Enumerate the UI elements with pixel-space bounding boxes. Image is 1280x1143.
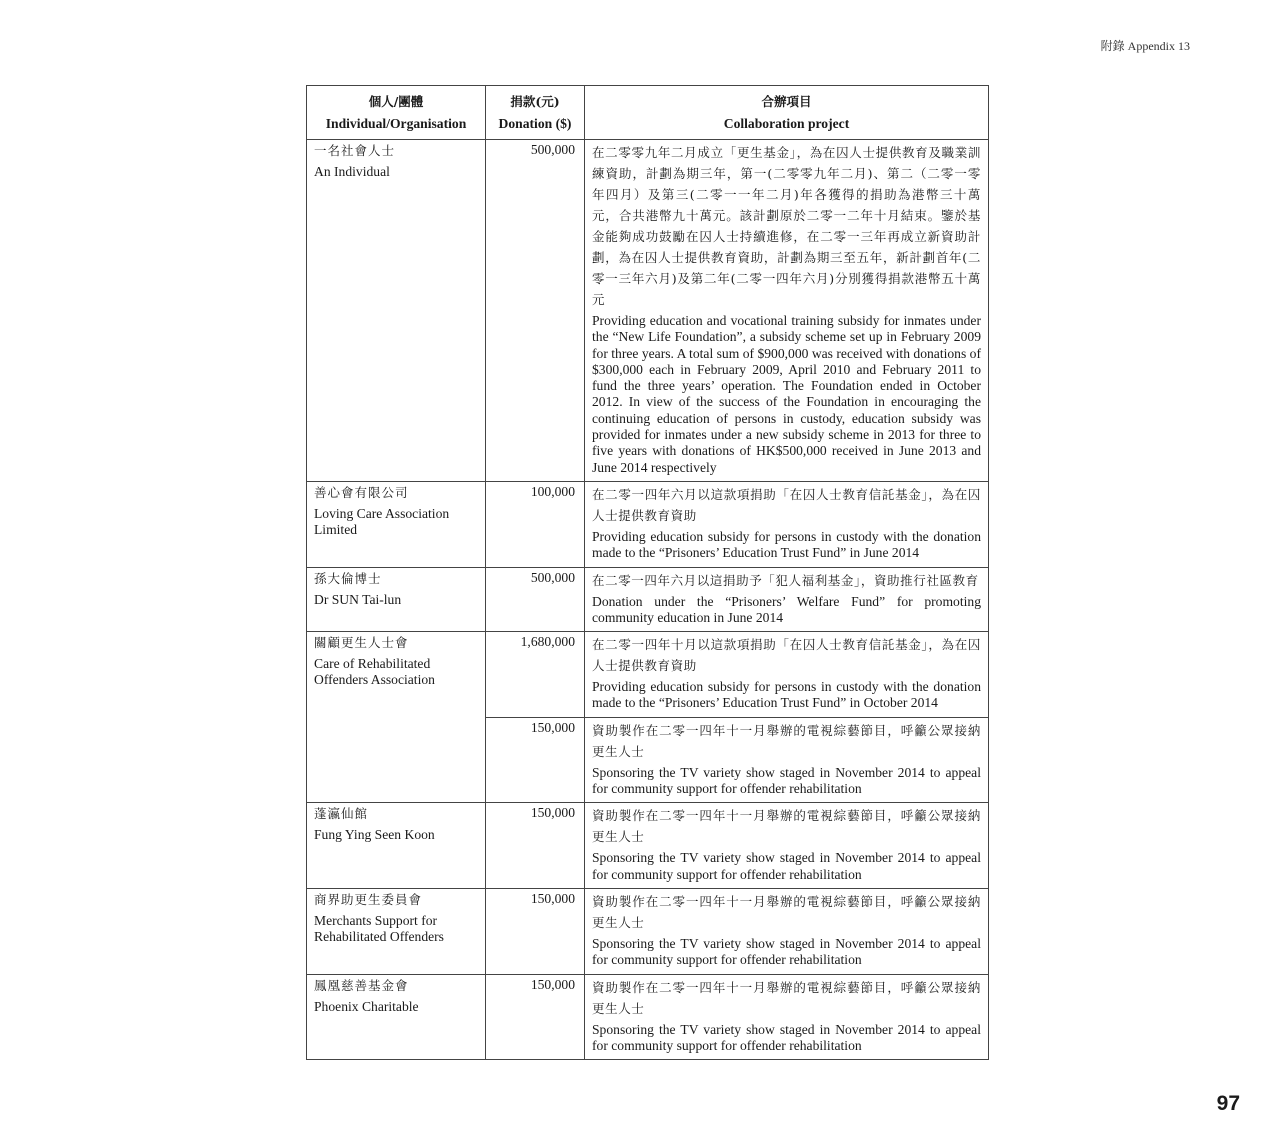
header-project [585, 86, 989, 140]
project-description-zh: 資助製作在二零一四年十一月舉辦的電視綜藝節目，呼籲公眾接納更生人士 [592, 722, 981, 759]
org-name-en: Phoenix Charitable [314, 998, 419, 1014]
header-organisation-zh: 個人/團體 [368, 94, 424, 109]
table-header-row [307, 86, 989, 140]
project-cell [585, 717, 989, 803]
donation-amount: 150,000 [486, 974, 585, 1060]
org-name-en: Fung Ying Seen Koon [314, 827, 435, 843]
project-description-en: Sponsoring the TV variety show staged in November 2014 to appeal for community support for offender rehabilitation [592, 764, 981, 797]
project-cell [585, 567, 989, 632]
org-name-en: An Individual [314, 164, 390, 179]
project-description-zh: 在二零一四年六月以這捐助予「犯人福利基金」，資助推行社區教育 [592, 572, 979, 588]
table-row [307, 567, 989, 632]
org-name-en: Loving Care Association Limited [314, 505, 450, 537]
org-name-zh: 孫大倫博士 [314, 570, 382, 586]
project-cell [585, 974, 989, 1060]
org-cell [307, 140, 486, 482]
header-project-zh: 合辦項目 [761, 94, 812, 109]
header-organisation [307, 86, 486, 140]
donation-amount: 1,680,000 [486, 632, 585, 718]
header-donation-zh: 捐款(元) [510, 94, 560, 109]
project-cell [585, 481, 989, 567]
project-description-zh: 在二零一四年六月以這款項捐助「在囚人士教育信託基金」，為在囚人士提供教育資助 [592, 486, 981, 523]
table-row [307, 974, 989, 1060]
donation-amount: 500,000 [486, 140, 585, 482]
project-description-en: Providing education and vocational training subsidy for inmates under the “New Life Foundation”, a subsidy scheme set up in February 2009 for three years. A total sum of $900,000 was received with donations of $300,000 each in February 2009, April 2010 and February 2011 to fund the three years’ operation. The Foundation ended in October 2012. In view of the success of the Foundation in encouraging the continuing education of persons in custody, education subsidy was provided for inmates under a new subsidy scheme in 2013 for three to five years with donations of HK$500,000 received in June 2013 and June 2014 respectively [592, 313, 981, 475]
project-description-en: Providing education subsidy for persons in custody with the donation made to the “Prisoners’ Education Trust Fund” in June 2014 [592, 528, 981, 561]
donation-amount: 500,000 [486, 567, 585, 632]
project-cell [585, 803, 989, 889]
donation-amount: 150,000 [486, 803, 585, 889]
org-cell [307, 632, 486, 803]
header-organisation-en: Individual/Organisation [325, 116, 467, 131]
org-name-en: Merchants Support for Rehabilitated Offenders [314, 912, 444, 944]
table-row [307, 803, 989, 889]
table-row [307, 632, 989, 718]
donation-amount: 150,000 [486, 717, 585, 803]
donations-table [306, 85, 989, 1060]
project-cell [585, 632, 989, 718]
header-project-en: Collaboration project [723, 116, 850, 131]
project-description-zh: 資助製作在二零一四年十一月舉辦的電視綜藝節目，呼籲公眾接納更生人士 [592, 893, 981, 930]
project-description-en: Sponsoring the TV variety show staged in November 2014 to appeal for community support for offender rehabilitation [592, 850, 981, 882]
page-number: 97 [1216, 1092, 1240, 1115]
table-row [307, 481, 989, 567]
donation-amount: 100,000 [486, 481, 585, 567]
project-description-en: Donation under the “Prisoners’ Welfare Fund” for promoting community education in June 2014 [592, 593, 981, 625]
org-name-zh: 善心會有限公司 [314, 484, 409, 500]
org-cell [307, 974, 486, 1060]
project-description-zh: 資助製作在二零一四年十一月舉辦的電視綜藝節目，呼籲公眾接納更生人士 [592, 979, 981, 1016]
project-description-en: Providing education subsidy for persons in custody with the donation made to the “Prisoners’ Education Trust Fund” in October 2014 [592, 679, 981, 711]
project-cell [585, 140, 989, 482]
project-description-zh: 在二零零九年二月成立「更生基金」，為在囚人士提供教育及職業訓練資助，計劃為期三年，第一(二零零九年二月)、第二（二零一零年四月）及第三(二零一一年二月)年各獲得的捐助為港幣三十萬元，合共港幣九十萬元。該計劃原於二零一二年十月結束。鑒於基金能夠成功鼓勵在囚人士持續進修，在二零一三年再成立新資助計劃，為在囚人士提供教育資助，計劃為期三至五年，新計劃首年(二零一三年六月)及第二年(二零一四年六月)分別獲得捐款港幣五十萬元 [592, 145, 981, 307]
donation-amount: 150,000 [486, 888, 585, 974]
project-description-zh: 資助製作在二零一四年十一月舉辦的電視綜藝節目，呼籲公眾接納更生人士 [592, 808, 981, 845]
org-name-zh: 鳳凰慈善基金會 [314, 977, 409, 993]
org-cell [307, 481, 486, 567]
table-row [307, 888, 989, 974]
org-name-zh: 蓬瀛仙館 [314, 806, 369, 822]
project-description-en: Sponsoring the TV variety show staged in November 2014 to appeal for community support for offender rehabilitation [592, 935, 981, 968]
table-row [307, 140, 989, 482]
org-name-zh: 關顧更生人士會 [314, 635, 409, 651]
org-cell [307, 567, 486, 632]
running-head: 附錄 Appendix 13 [1100, 39, 1190, 53]
project-description-zh: 在二零一四年十月以這款項捐助「在囚人士教育信託基金」，為在囚人士提供教育資助 [592, 637, 981, 674]
org-name-zh: 商界助更生委員會 [314, 891, 423, 907]
project-cell [585, 888, 989, 974]
org-cell [307, 888, 486, 974]
org-name-zh: 一名社會人士 [314, 143, 396, 158]
header-donation-en: Donation ($) [498, 116, 572, 131]
project-description-en: Sponsoring the TV variety show staged in November 2014 to appeal for community support for offender rehabilitation [592, 1021, 981, 1053]
header-donation [486, 86, 585, 140]
org-name-en: Dr SUN Tai-lun [314, 591, 402, 607]
org-name-en: Care of Rehabilitated Offenders Association [314, 656, 435, 688]
org-cell [307, 803, 486, 889]
